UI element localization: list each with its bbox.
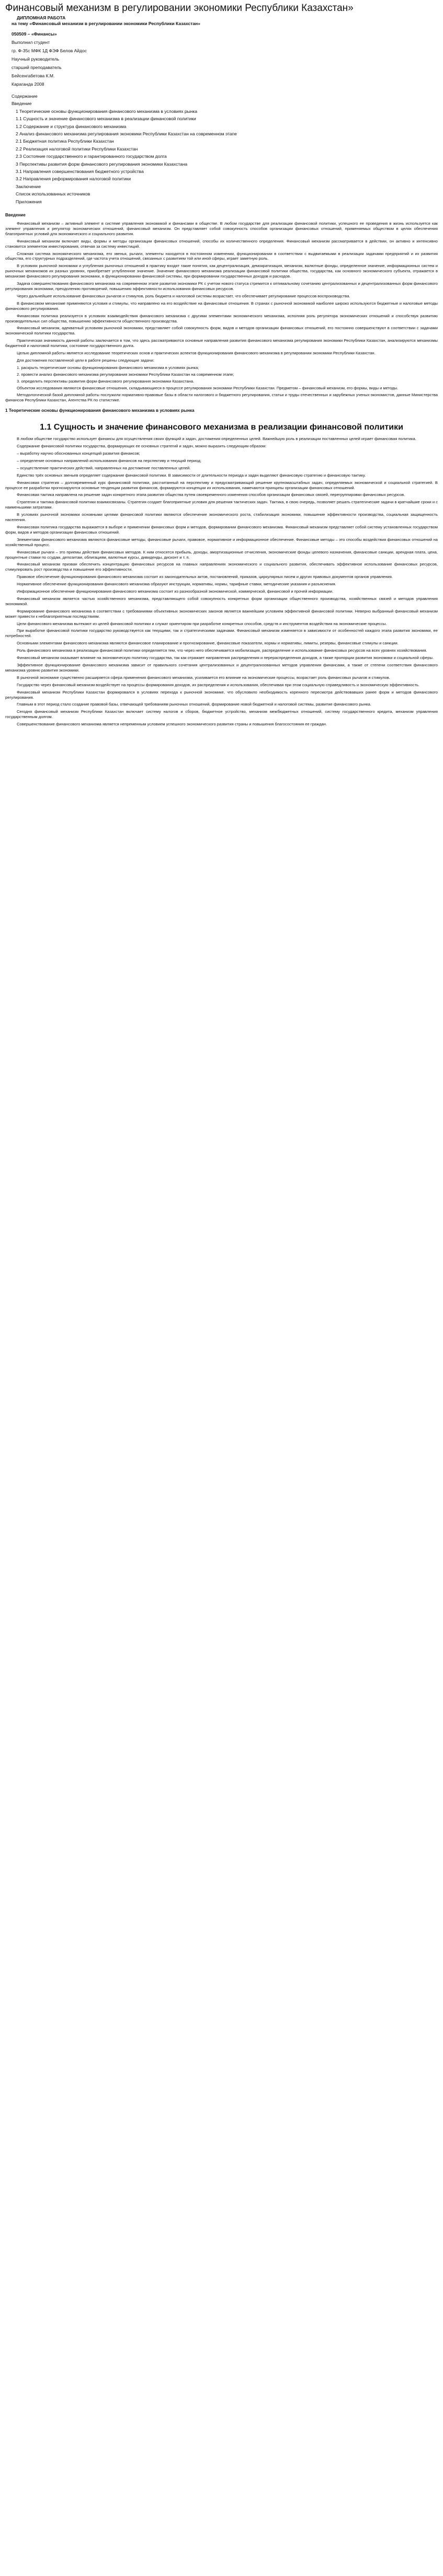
work-type: ДИПЛОМНАЯ РАБОТА: [17, 15, 66, 20]
paragraph: Финансовый механизм – активный элемент в системе управления экономикой и финансами в обществе. В любом государстве для реализации финансовой политики, успешного ее проведения в жизнь используется как элемент управления и регулятор экономических отношений, финансовый механизм. Он представляет собой совокупность способов организации финансовых отношений, применяемых обществом в целях обеспечения благоприятных условий для экономического и социального развития.: [5, 221, 438, 236]
work-topic: на тему «Финансовый механизм в регулировании экономики Республики Казахстан»: [12, 21, 201, 26]
paragraph: Информационное обеспечение функционирования финансового механизма состоит из разнообразной экономической, коммерческой, финансовой и прочей информации.: [17, 589, 334, 594]
task-item: 1. раскрыть теоретические основы функционирования финансового механизма в условиях рынка;: [17, 365, 199, 370]
paragraph: В условиях рыночной экономики основными целями финансовой политики являются обеспечение экономического роста, стабилизация экономики, повышение эффективности производства, социальная защищенность населения.: [5, 512, 438, 523]
paragraph: Финансовый механизм является частью хозяйственного механизма, представляющего собой совокупность конкретных форм организации общественного производства, хозяйственных связей и методов управления экономикой.: [5, 596, 438, 606]
toc-item: 2 Анализ финансового механизма регулирования экономики Республики Казахстан на современном этапе: [16, 131, 237, 137]
paragraph: Методологической базой дипломной работы послужили нормативно-правовые базы в области налогового и бюджетного регулирования, статьи и труды отечественных и зарубежных ученых-экономистов, данные Министерства финансов Республики Казахстан, Агентства РК по статистике.: [5, 392, 438, 403]
paragraph: Правовое обеспечение функционирования финансового механизма состоит из законодательных актов, постановлений, приказов, циркулярных писем и других правовых документов органов управления.: [17, 574, 393, 580]
paragraph: Стратегия и тактика финансовой политики взаимосвязаны. Стратегия создает благоприятные условия для решения тактических задач. Тактика, в свою очередь, позволяет решать стратегические задачи в кратчайшие сроки и с наименьшими затратами.: [5, 500, 438, 510]
paragraph: Финансовый механизм оказывает влияние на экономическую политику государства, так как отражает направления распределения и перераспределения доходов, а также пропорции развития экономики и социальной сферы.: [17, 655, 434, 661]
toc-item: Заключение: [16, 183, 41, 189]
task-item: 2. провести анализ финансового механизма регулирования экономики Республики Казахстан на современном этапе;: [17, 372, 234, 377]
paragraph: Нормативное обеспечение функционирования финансового механизма образуют инструкции, нормативы, нормы, тарифные ставки, методические указания и разъяснения.: [17, 582, 336, 587]
paragraph: Единство трёх основных звеньев определяет содержание финансовой политики. В зависимости от длительности периода и задач выделяют финансовую стратегию и финансовую тактику.: [17, 472, 366, 478]
performer-label: Выполнил студент: [12, 40, 50, 45]
toc-item: Введение: [12, 101, 32, 107]
paragraph: В финансовом механизме применяются условия и стимулы, что направлено на его воздействие на финансовые отношения. В странах с рыночной экономикой наиболее широко используются бюджетные и налоговые методы финансового регулирования.: [5, 301, 438, 311]
paragraph: – определение основных направлений использования финансов на перспективу и текущий период;: [17, 458, 202, 463]
paragraph: Финансовая тактика направлена на решение задач конкретного этапа развития общества путем своевременного изменения способов организации финансовых связей, перегруппировки финансовых ресурсов.: [17, 492, 405, 498]
paragraph: – выработку научно обоснованных концепций развития финансов;: [17, 451, 140, 456]
supervisor-label: Научный руководитель: [12, 56, 60, 62]
paragraph: Совершенствование финансового механизма является непременным условием успешного экономического развития страны и повышения благосостояния ее граждан.: [17, 722, 327, 727]
toc-item: 2.3 Состояние государственного и гарантированного государством долга: [16, 154, 167, 159]
toc-item: Список использованных источников: [16, 191, 90, 197]
intro-heading: Введение: [5, 213, 26, 218]
paragraph: Финансовый механизм, адекватный условиям рыночной экономики, представляет собой совокупность форм, видов и методов организации финансовых отношений, его постоянно совершенствуют в соответствии с задачами экономической политики государства.: [5, 326, 438, 336]
section-title: 1.1 Сущность и значение финансового механизма в реализации финансовой политики: [40, 423, 403, 432]
toc-label: Содержание: [12, 94, 38, 99]
paragraph: Финансовая стратегия – долговременный курс финансовой политики, рассчитанный на перспективу и предусматривающий решение крупномасштабных задач, определяемых экономической и социальной стратегией. В процессе ее разработки прогнозируются основные тенденции развития финансов, формируются концепции их использования, намечаются принципы организации финансовых отношений.: [5, 480, 438, 490]
paragraph: Финансовые рычаги – это приемы действия финансовых методов. К ним относятся прибыль, доходы, амортизационные отчисления, экономические фонды целевого назначения, финансовые санкции, арендная плата, цена, процентные ставки по ссудам, депозитам, облигациям, валютные курсы, дивиденды, дисконт и т. п.: [5, 549, 438, 560]
paragraph: Сложная система экономического механизма, его звенья, рычаги, элементы находятся в постоянном изменении, функционировании в соответствии с выдвигаемыми в реализации задачами предприятий и их развития общества, его структурных подразделений, где частота учета отношений, связанных с развитием той или иной сферы, играет заметную роль.: [5, 251, 438, 261]
toc-item: 1 Теоретические основы функционирования финансового механизма в условиях рынка: [16, 108, 198, 114]
paragraph: Элементами финансового механизма являются финансовые методы, финансовые рычаги, правовое, нормативное и информационное обеспечение. Финансовые методы – это способы воздействия финансовых отношений на хозяйственный процесс.: [5, 537, 438, 547]
city-year: Караганда 2008: [12, 82, 44, 87]
teacher: старший преподаватель: [12, 65, 62, 70]
supervisor-name: Бейсенгабетова К.М.: [12, 73, 55, 78]
paragraph: В рыночной экономике существенно расширяется сфера применения финансового механизма, усиливается его влияние на экономические процессы, возрастает роль финансовых рычагов и стимулов.: [17, 675, 390, 680]
paragraph: Формирование финансового механизма в соответствии с требованиями объективных экономических законов является важнейшим условием эффективной финансовой политики. Неверно выбранный финансовый механизм может привести к неблагоприятным последствиям.: [5, 608, 438, 619]
document-title: Финансовый механизм в регулировании экономики Республики Казахстан»: [5, 3, 354, 14]
paragraph: Через дальнейшее использование финансовых рычагов и стимулов, роль бюджета и налоговой системы возрастает, что обеспечивает регулирование процессов воспроизводства.: [17, 293, 350, 298]
paragraph: Задача совершенствования финансового механизма на современном этапе развития экономики РК с учетом нового статуса стремится к оптимальному сочетанию централизованных и децентрализованных форм финансового регулирования экономики, преодолению противоречий, повышению эффективности использования финансовых ресурсов.: [5, 281, 438, 291]
paragraph: При выработке финансовой политики государство руководствуется как текущими, так и стратегическими задачами. Финансовый механизм изменяется в зависимости от особенностей каждого этапа развития экономики, ее потребностей.: [5, 628, 438, 639]
specialty: 050509 – «Финансы»: [12, 31, 57, 37]
paragraph: Основными элементами финансового механизма являются финансовое планирование и прогнозирование, финансовые показатели, нормы и нормативы, лимиты, резервы, финансовые стимулы и санкции.: [17, 641, 399, 646]
paragraph: Финансовая политика государства выражается в выборе и применении финансовых форм и методов, формировании финансового механизма. Финансовый механизм представляет собой систему установленных государством форм, видов и методов организации финансовых отношений.: [5, 524, 438, 535]
toc-item: 3.1 Направления совершенствования бюджетного устройства: [16, 169, 144, 175]
toc-item: 3.2 Направления реформирования налоговой политики: [16, 176, 131, 182]
paragraph: В любом обществе государство использует финансы для осуществления своих функций и задач, достижения определенных целей. Важнейшую роль в реализации поставленных целей играет финансовая политика.: [17, 436, 416, 442]
paragraph: Финансовая политика реализуется в условиях взаимодействия финансового механизма с другими элементами экономического механизма, исполняя роль регулятора экономических отношений и способствуя развитию производительных сил общества, повышению эффективности общественного производства.: [5, 313, 438, 324]
toc-item: 2.1 Бюджетная политика Республики Казахстан: [16, 138, 114, 144]
document-body: [5, 213, 438, 727]
chapter-title: 1 Теоретические основы функционирования финансового механизма в условиях рынка: [5, 408, 195, 413]
document-page: [0, 0, 443, 727]
toc-item: 3 Перспективы развития форм финансового регулирования экономики Казахстана: [16, 161, 188, 167]
toc-item: Приложения: [16, 199, 42, 204]
paragraph: В условиях рыночной экономики и углубления рыночных отношений в практику входят такие понятия, как децентрализация, демократизация, механизм, валютные фонды, определенное значение, информационных систем и рыночных механизмов их разных уровнях, приобретает углубленное значение. Значение финансового механизма реализации финансовой политики общества, государства, как основного экономического субъекта, отражается в механизме финансового регулирования экономики, в функционировании финансовой системы, при формировании государственных доходов и расходов.: [5, 263, 438, 279]
paragraph: Цели финансового механизма вытекают из целей финансовой политики и служат ориентиром при разработке конкретных способов, средств и инструментов воздействия на экономические процессы.: [17, 621, 387, 626]
toc-item: 2.2 Реализация налоговой политики Республики Казахстан: [16, 146, 138, 152]
paragraph: Для достижения поставленной цели в работе решены следующие задачи:: [17, 357, 154, 363]
paragraph: Содержание финансовой политики государства, формирующих ее основных стратегий и задач, можно выразить следующим образом:: [17, 444, 267, 449]
task-item: 3. определить перспективы развития форм финансового регулирования экономики Казахстана.: [17, 378, 195, 384]
paragraph: Практическая значимость данной работы заключается в том, что здесь рассматриваются основные направления развития финансового механизма регулирования экономики Республики Казахстан, анализируются механизмы бюджетной и налоговой политики, состояние государственного долга.: [5, 338, 438, 349]
group: гр. Ф-35с МФК 1Д ФЭФ Белов Айдос: [12, 48, 87, 53]
toc-item: 1.2 Содержание и структура финансового механизма: [16, 123, 127, 129]
paragraph: Эффективное функционирование финансового механизма зависит от правильного сочетания централизованных и децентрализованных методов управления финансами, а также от степени соответствия финансового механизма уровню развития экономики.: [5, 663, 438, 673]
toc-item: 1.1 Сущность и значение финансового механизма в реализации финансовой политики: [16, 116, 196, 122]
paragraph: Государство через финансовый механизм воздействует на процессы формирования доходов, их распределения и использования, обеспечивая при этом социальную справедливость и экономическую эффективность.: [17, 682, 420, 687]
table-of-contents: [12, 93, 438, 205]
paragraph: Финансовый механизм включает виды, формы и методы организации финансовых отношений, способы их количественного определения. Финансовый механизм рассматривается в действии, он активно и интенсивно становится элементом инвестирования, отвечая за систему инвестиций.: [5, 238, 438, 249]
paragraph: Роль финансового механизма в реализации финансовой политики определяется тем, что через него обеспечивается мобилизация, распределение и использование финансовых ресурсов на всех уровнях хозяйствования.: [17, 648, 427, 653]
paragraph: – осуществление практических действий, направленных на достижение поставленных целей.: [17, 465, 191, 470]
paragraph: Финансовый механизм Республики Казахстан формировался в условиях перехода к рыночной экономике, что обусловило необходимость коренного пересмотра действовавших ранее форм и методов финансового регулирования.: [5, 689, 438, 700]
paragraph: Главным в этот период стало создание правовой базы, отвечающей требованиям рыночных отношений, формирование новой бюджетной и налоговой системы, развитие финансового рынка.: [17, 702, 372, 707]
title-block: [12, 15, 438, 87]
paragraph: Целью дипломной работы является исследование теоретических основ и практических аспектов функционирования финансового механизма в регулировании экономики Республики Казахстан.: [17, 351, 376, 356]
paragraph: Объектом исследования являются финансовые отношения, складывающиеся в процессе регулирования экономики Республики Казахстан. Предметом – финансовый механизм, его формы, виды и методы.: [17, 385, 399, 390]
paragraph: Сегодня финансовый механизм Республики Казахстан включает систему налогов и сборов, бюджетное устройство, механизм межбюджетных отношений, систему государственного кредита, механизм управления государственным долгом.: [5, 709, 438, 720]
paragraph: Финансовый механизм призван обеспечить концентрацию финансовых ресурсов на главных направлениях экономического и социального развития, обеспечивать эффективное использование финансовых ресурсов, стимулировать рост производства и повышение его эффективности.: [5, 562, 438, 572]
